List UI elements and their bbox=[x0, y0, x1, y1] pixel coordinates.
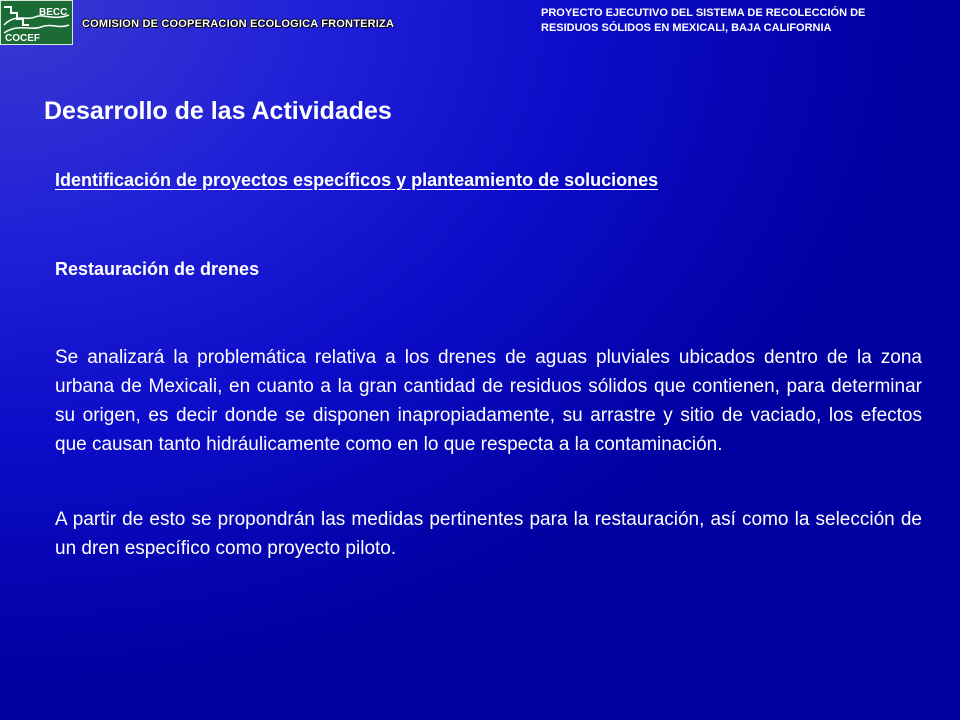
project-title bbox=[541, 6, 951, 36]
becc-cocef-logo bbox=[0, 0, 73, 45]
body-paragraph-1: Se analizará la problemática relativa a los drenes de aguas pluviales ubicados dentro de la zona urbana de Mexicali, en cuanto a la gran cantidad de residuos sólidos que contienen, para determinar su origen, es decir donde se disponen inapropiadamente, su arrastre y sitio de vaciado, los efectos que causan tanto hidráulicamente como en lo que respecta a la contaminación. bbox=[55, 347, 922, 455]
section-subtitle: Identificación de proyectos específicos y planteamiento de soluciones bbox=[55, 170, 659, 190]
section-heading: Restauración de drenes bbox=[55, 259, 260, 279]
logo-wave-bottom bbox=[4, 25, 69, 33]
slide-title: Desarrollo de las Actividades bbox=[44, 97, 392, 125]
body-paragraph-2: A partir de esto se propondrán las medidas pertinentes para la restauración, así como la selección de un dren específico como proyecto piloto. bbox=[55, 509, 922, 559]
project-title-line-1: PROYECTO EJECUTIVO DEL SISTEMA DE RECOLECCIÓN DE bbox=[541, 7, 866, 19]
organization-name: COMISION DE COOPERACION ECOLOGICA FRONTERIZA bbox=[82, 18, 395, 30]
logo-text-becc: BECC bbox=[39, 7, 68, 18]
logo-graphic bbox=[1, 1, 72, 44]
logo-text-cocef: COCEF bbox=[5, 33, 40, 44]
project-title-line-2: RESIDUOS SÓLIDOS EN MEXICALI, BAJA CALIFORNIA bbox=[541, 22, 832, 34]
